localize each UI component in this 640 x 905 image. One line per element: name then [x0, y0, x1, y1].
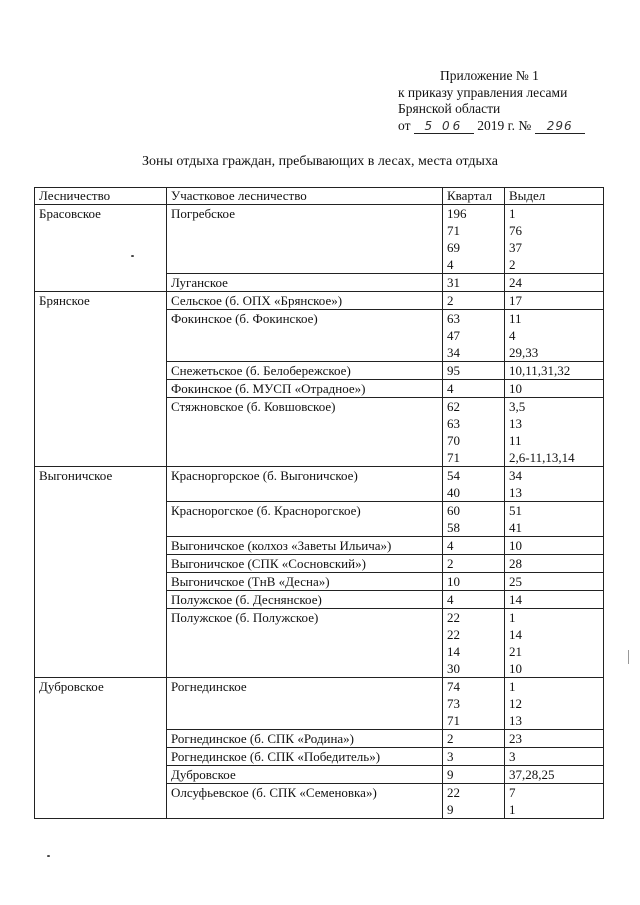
vydel-value: 41: [509, 520, 522, 535]
district-name: Стяжновское (б. Ковшовское): [171, 399, 336, 414]
kvartal-value: 30: [447, 661, 460, 676]
vydel-value: 21: [509, 644, 522, 659]
forestry-cell: [35, 678, 167, 819]
kvartal-cell: [443, 784, 505, 819]
district-name: Выгоничское (колхоз «Заветы Ильича»): [171, 538, 392, 553]
vydel-value: 37,28,25: [509, 767, 555, 782]
vydel-value: 3: [509, 749, 516, 764]
kvartal-cell: [443, 766, 505, 784]
column-header-district: Участковое лесничество: [167, 188, 443, 205]
district-name: Олсуфьевское (б. СПК «Семеновка»): [171, 785, 377, 800]
vydel-cell: [505, 502, 604, 537]
handwritten-date: 5 06: [414, 120, 474, 134]
vydel-cell: [505, 362, 604, 380]
region-name: Брянской области: [398, 101, 501, 116]
vydel-cell: [505, 748, 604, 766]
forestry-cell: [35, 292, 167, 467]
kvartal-value: 2: [447, 556, 454, 571]
kvartal-value: 196: [447, 206, 467, 221]
kvartal-value: 4: [447, 381, 454, 396]
vydel-cell: [505, 784, 604, 819]
district-name: Фокинское (б. Фокинское): [171, 311, 318, 326]
vydel-cell: [505, 398, 604, 467]
vydel-cell: [505, 555, 604, 573]
vydel-value: 7: [509, 785, 516, 800]
vydel-cell: [505, 591, 604, 609]
kvartal-value: 63: [447, 416, 460, 431]
forestry-name: Брасовское: [39, 206, 101, 221]
kvartal-value: 4: [447, 257, 454, 272]
kvartal-cell: [443, 205, 505, 274]
vydel-cell: [505, 467, 604, 502]
year-text: 2019 г. №: [477, 117, 532, 133]
table-body: [35, 205, 604, 819]
appendix-header: [398, 68, 634, 134]
recreation-zones-table: [34, 187, 604, 819]
vydel-value: 11: [509, 433, 522, 448]
vydel-cell: [505, 537, 604, 555]
vydel-cell: [505, 609, 604, 678]
kvartal-value: 10: [447, 574, 460, 589]
district-name: Рогнединское: [171, 679, 247, 694]
kvartal-value: 71: [447, 450, 460, 465]
vydel-value: 10,11,31,32: [509, 363, 571, 378]
kvartal-value: 3: [447, 749, 454, 764]
vydel-value: 34: [509, 468, 522, 483]
kvartal-value: 4: [447, 538, 454, 553]
district-cell: [167, 748, 443, 766]
district-cell: [167, 573, 443, 591]
kvartal-value: 54: [447, 468, 460, 483]
district-cell: [167, 205, 443, 274]
kvartal-cell: [443, 591, 505, 609]
vydel-value: 29,33: [509, 345, 539, 360]
district-name: Сельское (б. ОПХ «Брянское»): [171, 293, 343, 308]
district-cell: [167, 310, 443, 362]
vydel-value: 76: [509, 223, 522, 238]
kvartal-value: 31: [447, 275, 460, 290]
district-cell: [167, 609, 443, 678]
vydel-value: 51: [509, 503, 522, 518]
district-name: Выгоничское (ТнВ «Десна»): [171, 574, 330, 589]
table-header-row: [35, 188, 604, 205]
vydel-value: 14: [509, 592, 522, 607]
vydel-value: 1: [509, 206, 516, 221]
vydel-value: 25: [509, 574, 522, 589]
kvartal-value: 14: [447, 644, 460, 659]
vydel-value: 14: [509, 627, 522, 642]
kvartal-cell: [443, 362, 505, 380]
kvartal-value: 60: [447, 503, 460, 518]
kvartal-value: 62: [447, 399, 460, 414]
kvartal-value: 2: [447, 293, 454, 308]
district-name: Погребское: [171, 206, 235, 221]
vydel-value: 11: [509, 311, 522, 326]
kvartal-value: 4: [447, 592, 454, 607]
kvartal-cell: [443, 467, 505, 502]
kvartal-cell: [443, 274, 505, 292]
district-name: Рогнединское (б. СПК «Родина»): [171, 731, 355, 746]
vydel-value: 3,5: [509, 399, 526, 414]
district-name: Полужское (б. Полужское): [171, 610, 319, 625]
vydel-value: 28: [509, 556, 522, 571]
district-name: Рогнединское (б. СПК «Победитель»): [171, 749, 381, 764]
district-cell: [167, 362, 443, 380]
kvartal-value: 63: [447, 311, 460, 326]
kvartal-cell: [443, 555, 505, 573]
kvartal-cell: [443, 398, 505, 467]
district-name: Луганское: [171, 275, 228, 290]
column-header-kvartal: Квартал: [443, 188, 505, 205]
kvartal-cell: [443, 678, 505, 730]
vydel-value: 12: [509, 696, 522, 711]
vydel-value: 13: [509, 485, 522, 500]
kvartal-value: 9: [447, 802, 454, 817]
kvartal-cell: [443, 380, 505, 398]
vydel-value: 24: [509, 275, 522, 290]
district-cell: [167, 678, 443, 730]
scan-speck: [131, 255, 134, 257]
district-cell: [167, 784, 443, 819]
scan-speck: [628, 650, 629, 664]
appendix-number: Приложение № 1: [440, 68, 539, 83]
kvartal-cell: [443, 537, 505, 555]
vydel-cell: [505, 766, 604, 784]
kvartal-cell: [443, 609, 505, 678]
vydel-cell: [505, 292, 604, 310]
district-name: Снежетьское (б. Белобережское): [171, 363, 351, 378]
kvartal-cell: [443, 502, 505, 537]
kvartal-value: 47: [447, 328, 460, 343]
vydel-value: 17: [509, 293, 522, 308]
table-row: [35, 678, 604, 730]
district-cell: [167, 274, 443, 292]
district-cell: [167, 292, 443, 310]
kvartal-value: 22: [447, 610, 460, 625]
district-name: Краснорогское (б. Краснорогское): [171, 503, 361, 518]
kvartal-cell: [443, 292, 505, 310]
kvartal-value: 34: [447, 345, 460, 360]
vydel-cell: [505, 678, 604, 730]
table-row: [35, 467, 604, 502]
date-prefix: от: [398, 117, 411, 133]
kvartal-value: 9: [447, 767, 454, 782]
district-cell: [167, 730, 443, 748]
table-row: [35, 292, 604, 310]
district-cell: [167, 766, 443, 784]
kvartal-value: 58: [447, 520, 460, 535]
district-cell: [167, 380, 443, 398]
vydel-cell: [505, 310, 604, 362]
order-reference: к приказу управления лесами: [398, 84, 568, 100]
vydel-value: 2: [509, 257, 516, 272]
vydel-value: 37: [509, 240, 522, 255]
vydel-value: 1: [509, 679, 516, 694]
forestry-cell: [35, 467, 167, 678]
district-cell: [167, 502, 443, 537]
scan-speck: [47, 855, 50, 857]
district-name: Фокинское (б. МУСП «Отрадное»): [171, 381, 366, 396]
vydel-value: 10: [509, 538, 522, 553]
vydel-value: 13: [509, 713, 522, 728]
kvartal-value: 40: [447, 485, 460, 500]
kvartal-value: 71: [447, 223, 460, 238]
kvartal-cell: [443, 310, 505, 362]
district-cell: [167, 537, 443, 555]
forestry-cell: [35, 205, 167, 292]
kvartal-value: 69: [447, 240, 460, 255]
document-title: Зоны отдыха граждан, пребывающих в лесах, места отдыха: [142, 154, 498, 169]
kvartal-cell: [443, 748, 505, 766]
vydel-value: 2,6-11,13,14: [509, 450, 575, 465]
forestry-name: Дубровское: [39, 679, 104, 694]
kvartal-value: 22: [447, 627, 460, 642]
kvartal-value: 74: [447, 679, 460, 694]
district-cell: [167, 591, 443, 609]
vydel-value: 1: [509, 802, 516, 817]
order-date-line: [398, 118, 634, 135]
vydel-value: 23: [509, 731, 522, 746]
district-cell: [167, 398, 443, 467]
vydel-cell: [505, 205, 604, 274]
vydel-value: 10: [509, 661, 522, 676]
vydel-cell: [505, 274, 604, 292]
district-name: Полужское (б. Деснянское): [171, 592, 322, 607]
district-name: Красноргорское (б. Выгоничское): [171, 468, 358, 483]
kvartal-value: 70: [447, 433, 460, 448]
kvartal-cell: [443, 730, 505, 748]
column-header-vydel: Выдел: [505, 188, 604, 205]
vydel-value: 13: [509, 416, 522, 431]
forestry-name: Выгоничское: [39, 468, 113, 483]
district-name: Выгоничское (СПК «Сосновский»): [171, 556, 366, 571]
vydel-cell: [505, 573, 604, 591]
vydel-value: 1: [509, 610, 516, 625]
kvartal-value: 95: [447, 363, 460, 378]
vydel-cell: [505, 380, 604, 398]
district-cell: [167, 467, 443, 502]
kvartal-value: 22: [447, 785, 460, 800]
vydel-cell: [505, 730, 604, 748]
kvartal-cell: [443, 573, 505, 591]
kvartal-value: 73: [447, 696, 460, 711]
kvartal-value: 2: [447, 731, 454, 746]
table-row: [35, 205, 604, 274]
handwritten-order-number: 296: [535, 120, 585, 134]
forestry-name: Брянское: [39, 293, 90, 308]
district-name: Дубровское: [171, 767, 236, 782]
column-header-forestry: Лесничество: [35, 188, 167, 205]
kvartal-value: 71: [447, 713, 460, 728]
vydel-value: 4: [509, 328, 516, 343]
vydel-value: 10: [509, 381, 522, 396]
district-cell: [167, 555, 443, 573]
